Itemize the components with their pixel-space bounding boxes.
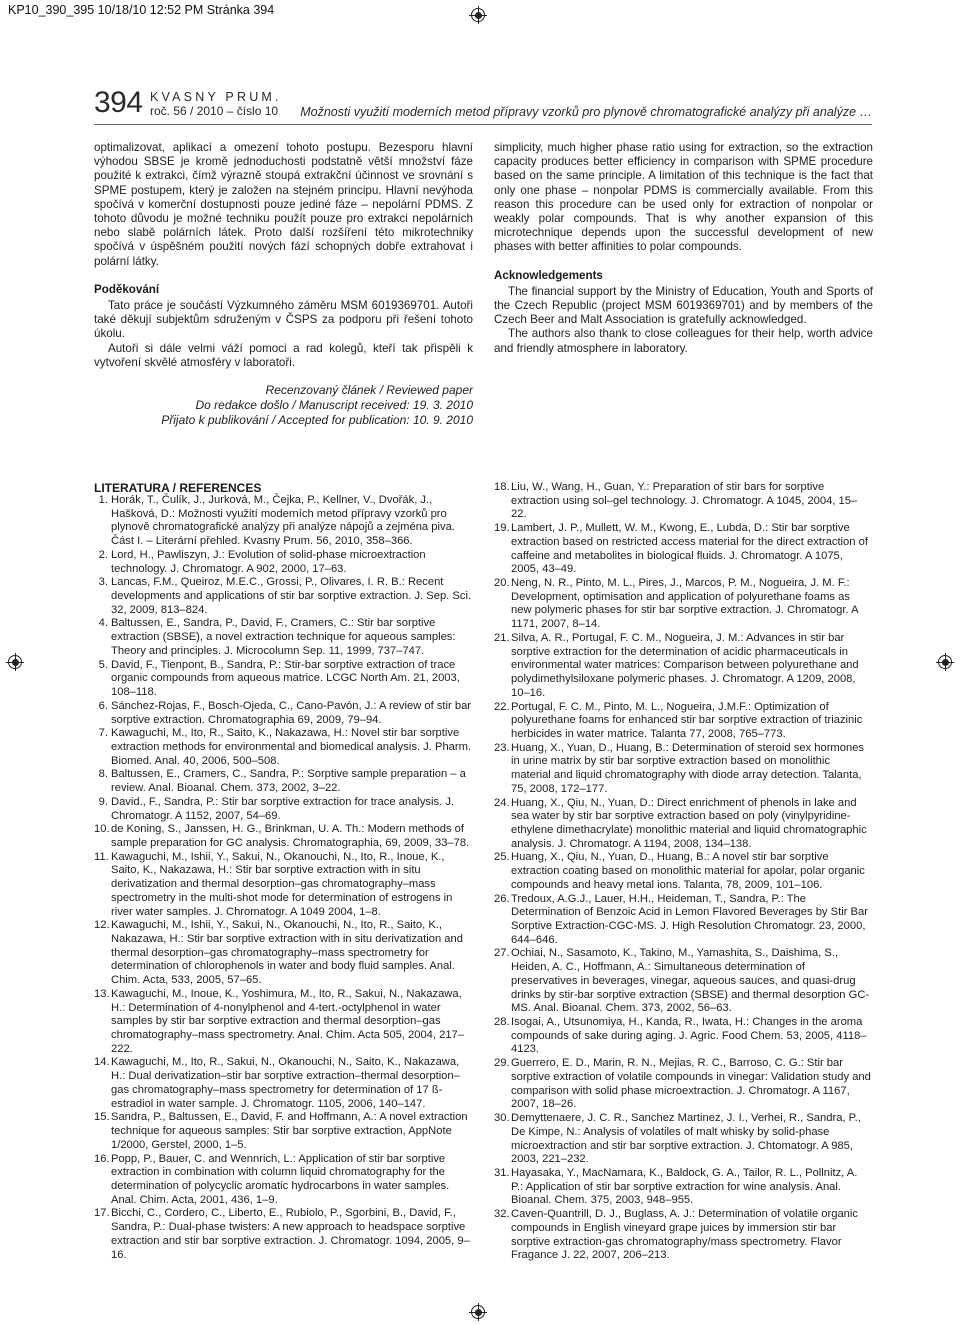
journal-issue: roč. 56 / 2010 – číslo 10: [150, 104, 279, 118]
reference-number: 2.: [98, 548, 108, 561]
acknowledgements-paragraph: Autoři si dále velmi váží pomoci a rad kolegů, kteří tak přispěli k vytvoření skvělé atmosféry v laboratoři.: [94, 341, 473, 369]
reference-item: [494, 851, 872, 892]
reference-number: 24.: [494, 796, 510, 809]
references-heading: LITERATURA / REFERENCES: [94, 481, 262, 495]
acknowledgements-heading-english: Acknowledgements: [494, 268, 603, 282]
reference-item: [94, 1207, 473, 1262]
reference-number: 28.: [494, 1016, 510, 1029]
reference-number: 27.: [494, 947, 510, 960]
reference-item: [494, 1208, 872, 1263]
reference-text: Silva, A. R., Portugal, F. C. M., Nogueira, J. M.: Advances in stir bar sorptive extraction for the determination of acidic pharmaceuticals in environmental water matrices: Comparison between polyurethane and polydimethylsiloxane polymeric phases. J. Chromatogr. A 1209, 2008, 10–16.: [511, 631, 859, 699]
reference-text: Kawaguchi, M., Ito, R., Sakui, N., Okanouchi, N., Saito, K., Nakazawa, H.: Dual derivatization–stir bar sorptive extraction–thermal desorption–gas chromatography–mass spectrometry for determination of 17 ß-estradiol in water sample. J. Chromatogr. 1105, 2006, 140–147.: [111, 1056, 460, 1110]
reference-text: Bicchi, C., Cordero, C., Liberto, E., Rubiolo, P., Sgorbini, B., David, F., Sandra, P.: Dual-phase twisters: A new approach to headspace sorptive extraction and stir bar sorptive extraction. J. Chromatogr. 1094, 2005, 9–16.: [111, 1207, 470, 1261]
reference-number: 20.: [494, 577, 510, 590]
reference-item: [494, 1167, 872, 1208]
reference-number: 6.: [98, 699, 108, 712]
registration-mark-icon: [936, 653, 954, 671]
reference-number: 10.: [94, 823, 110, 836]
reference-item: [94, 1153, 473, 1208]
reference-number: 17.: [94, 1207, 110, 1220]
reference-text: Lancas, F.M., Queiroz, M.E.C., Grossi, P., Olivares, I. R. B.: Recent developments and applications of stir bar sorptive extraction. J. Sep. Sci. 32, 2009, 813–824.: [111, 576, 472, 616]
running-title: Možnosti využití moderních metod přípravy vzorků pro plynově chromatografické analýzy při analýze …: [300, 105, 872, 119]
reference-item: [494, 893, 872, 948]
reference-text: Hayasaka, Y., MacNamara, K., Baldock, G. A., Tailor, R. L., Pollnitz, A. P.: Application of stir bar sorptive extraction for wine analysis. Anal. Bioanal. Chem. 375, 2003, 948–955.: [511, 1166, 858, 1207]
registration-mark-icon: [469, 1303, 487, 1321]
reference-text: David, F., Tienpont, B., Sandra, P.: Stir-bar sorptive extraction of trace organic compounds from aqueous matrice. LCGC North Am. 21, 2003, 108–118.: [111, 658, 460, 699]
reference-text: Sánchez-Rojas, F., Bosch-Ojeda, C., Cano-Pavón, J.: A review of stir bar sorptive extraction. Chromatographia 69, 2009, 79–94.: [111, 699, 472, 726]
reference-item: [494, 522, 872, 577]
reference-number: 31.: [494, 1166, 510, 1179]
reference-number: 32.: [494, 1208, 510, 1221]
reference-item: [494, 481, 872, 522]
reference-item: [94, 919, 473, 988]
registration-mark-icon: [469, 6, 487, 24]
reference-item: [494, 1112, 872, 1167]
acknowledgements-paragraph: The authors also thank to close colleagues for their help, worth advice and friendly atmosphere in laboratory.: [494, 327, 873, 355]
reference-number: 21.: [494, 631, 510, 644]
reference-item: [94, 823, 473, 850]
reference-text: Horák, T., Čulík, J., Jurková, M., Čejka, P., Kellner, V., Dvořák, J., Hašková, D.: Možnosti využití moderních metod přípravy vzorků pro plynově chromatografické analýzy při analýze nápojů a zejména piva. Část I. – Literární přehled. Kvasny Prum. 56, 2010, 358–366.: [111, 494, 455, 548]
reference-text: Demyttenaere, J. C. R., Sanchez Martinez, J. I., Verhei, R., Sandra, P., De Kimpe, N.: Analysis of volatiles of malt whisky by solid-phase microextraction and stir bar sorptive extraction. J. Chtomatogr. A 985, 2003, 221–232.: [511, 1112, 861, 1166]
reference-item: [494, 797, 872, 852]
reference-text: Lambert, J. P., Mullett, W. M., Kwong, E., Lubda, D.: Stir bar sorptive extraction based on restricted access material for the direct extraction of caffeine and metabolites in biological fluids. J. Chromatogr. A 1075, 2005, 43–49.: [511, 522, 868, 576]
reference-item: [94, 988, 473, 1057]
reference-text: Tredoux, A.G.J., Lauer, H.H., Heideman, T., Sandra, P.: The Determination of Benzoic Acid in Lemon Flavored Beverages by Stir Bar Sorptive Extraction-CGC-MS. J. High Resolution Chromatogr. 23, 2000, 644–646.: [511, 892, 868, 946]
reference-number: 25.: [494, 851, 510, 864]
reference-number: 19.: [494, 522, 510, 535]
body-paragraph: simplicity, much higher phase ratio using for extraction, so the extraction capacity produces better efficiency in comparison with SPME procedure based on the same principle. A limitation of this technique is the fact that only one phase – nonpolar PDMS is commercially available. From this reason this procedure can be used only for extraction of nonpolar or weakly polar compounds. That is why another expansion of this microtechnique depends upon the successful development of new phases with better affinities to polar compounds.: [494, 141, 873, 254]
acknowledgements-heading-czech: Poděkování: [94, 282, 160, 296]
reference-item: [94, 617, 473, 658]
reference-text: Guerrero, E. D., Marin, R. N., Mejias, R. C., Barroso, C. G.: Stir bar sorptive extraction of volatile compounds in vinegar: Validation study and comparison with solid phase microextraction. J. Chromatogr. A 1167, 2007, 18–26.: [511, 1057, 871, 1111]
reference-item: [494, 1016, 872, 1057]
reference-number: 5.: [98, 658, 108, 671]
reference-number: 13.: [94, 987, 110, 1000]
page-number: 394: [94, 86, 143, 119]
reference-text: Huang, X., Qiu, N., Yuan, D.: Direct enrichment of phenols in lake and sea water by stir bar sorptive extraction based on poly (vinylpyridine-ethylene dimethacrylate) monolithic material and liquid chromatographic analysis. J. Chromatogr. A 1194, 2008, 134–138.: [511, 796, 867, 850]
acknowledgements-paragraph: The financial support by the Ministry of Education, Youth and Sports of the Czech Republic (project MSM 6019369701) and by members of the Czech Beer and Malt Association is gratefully acknowledged.: [494, 284, 873, 327]
reference-number: 30.: [494, 1112, 510, 1125]
reference-text: Huang, X., Yuan, D., Huang, B.: Determination of steroid sex hormones in urine matrix by stir bar sorptive extraction based on monolithic material and liquid chromatography with diode array detection. Talanta, 75, 2008, 172–177.: [511, 741, 865, 795]
reference-list-right: [494, 481, 872, 1263]
reference-number: 8.: [98, 768, 108, 781]
reference-text: Portugal, F. C. M., Pinto, M. L., Nogueira, J.M.F.: Optimization of polyurethane foams for enhanced stir bar sorptive extraction of triazinic herbicides in water matrice. Talanta 77, 2008, 765–773.: [511, 700, 863, 740]
reference-text: Lord, H., Pawliszyn, J.: Evolution of solid-phase microextraction technology. J. Chromatogr. A 902, 2000, 17–63.: [111, 548, 426, 575]
reference-text: Popp, P., Bauer, C. and Wennrich, L.: Application of stir bar sorptive extraction in combination with column liquid chromatography for the determination of polycyclic aromatic hydrocarbons in water samples. Anal. Chim. Acta, 2001, 436, 1–9.: [111, 1152, 450, 1206]
reference-item: [94, 700, 473, 727]
reference-number: 1.: [98, 494, 108, 506]
received-date: Do redakce došlo / Manuscript received: 19. 3. 2010: [195, 397, 473, 412]
reference-item: [494, 1057, 872, 1112]
reference-item: [94, 851, 473, 920]
reference-text: de Koning, S., Janssen, H. G., Brinkman, U. A. Th.: Modern methods of sample preparation for GC analysis. Chromatographia, 69, 2009, 33–78.: [111, 823, 470, 849]
reference-text: Caven-Quantrill, D. J., Buglass, A. J.: Determination of volatile organic compounds in English vineyard grape juices by immersion stir bar sorptive extraction-gas chromatography/mass spectrometry. Flavor Fragance J. 22, 2007, 206–213.: [511, 1208, 858, 1262]
reference-text: Huang, X., Qiu, N., Yuan, D., Huang, B.: A novel stir bar sorptive extraction coating based on monolithic material for apolar, polar organic compounds and heavy metal ions. Talanta, 78, 2009, 101–106.: [511, 851, 865, 891]
reference-number: 15.: [94, 1111, 110, 1124]
reference-number: 29.: [494, 1057, 510, 1070]
reference-item: [494, 947, 872, 1016]
reference-number: 4.: [98, 617, 108, 630]
reference-item: [494, 742, 872, 797]
reference-item: [94, 1056, 473, 1111]
reference-item: [94, 727, 473, 768]
reference-item: [94, 494, 473, 549]
reference-list-left: [94, 494, 473, 1262]
reference-number: 18.: [494, 481, 510, 493]
reference-text: Isogai, A., Utsunomiya, H., Kanda, R., Iwata, H.: Changes in the aroma compounds of sake during aging. J. Agric. Food Chem. 53, 2005, 4118–4123.: [511, 1016, 867, 1056]
body-paragraph: optimalizovat, aplikací a omezení tohoto postupu. Bezesporu hlavní výhodou SBSE je kromě jednoduchosti podstatně větší množství fáze použité k extrakci, čímž výrazně stoupá extrakční účinnost ve srovnání s SPME postupem, který je založen na stejném principu. Hlavní nevýhoda spočívá v komerční dostupnosti pouze jediné fáze – nepolární PDMS. Z tohoto důvodu je možné techniku použít pouze pro extrakci nepolárních nebo slabě polárních látek. Proto další rozšíření této mikrotechniky spočívá v úspěšném použití nových fází schopných dobře extrahovat i polární látky.: [94, 141, 473, 268]
reference-number: 16.: [94, 1152, 110, 1165]
reference-item: [94, 1111, 473, 1152]
reference-number: 3.: [98, 576, 108, 589]
accepted-date: Přijato k publikování / Accepted for publication: 10. 9. 2010: [161, 412, 473, 427]
reference-number: 7.: [98, 727, 108, 740]
print-slug: KP10_390_395 10/18/10 12:52 PM Stránka 394: [8, 3, 275, 17]
reference-text: Sandra, P., Baltussen, E., David, F. and Hoffmann, A.: A novel extraction technique for aqueous samples: Stir bar sorptive extraction, AppNote 1/2000, Gerstel, 2000, 1–5.: [111, 1111, 468, 1151]
reference-number: 22.: [494, 700, 510, 713]
header-rule: [94, 124, 872, 125]
journal-name: KVASNY PRUM.: [150, 90, 282, 104]
reference-item: [94, 549, 473, 576]
reference-number: 23.: [494, 741, 510, 754]
reference-text: Ochiai, N., Sasamoto, K., Takino, M., Yamashita, S., Daishima, S., Heiden, A. C., Hoffmann, A.: Simultaneous determination of preservatives in beverages, vinegar, aqueous sauces, and quasi-drug drinks by stir-bar sorptive extraction (SBSE) and thermal desorption GC-MS. Anal. Bioanal. Chem. 373, 2002, 56–63.: [511, 947, 870, 1015]
review-status: Recenzovaný článek / Reviewed paper: [265, 383, 473, 397]
reference-text: Neng, N. R., Pinto, M. L., Pires, J., Marcos, P. M., Nogueira, J. M. F.: Development, optimisation and application of polyurethane foams as new polymeric phases for stir bar sorptive extraction. J. Chromatogr. A 1171, 2007, 8–14.: [511, 577, 858, 631]
reference-number: 14.: [94, 1056, 110, 1069]
reference-item: [494, 632, 872, 701]
reference-item: [94, 796, 473, 823]
review-info: [94, 383, 473, 427]
reference-item: [94, 576, 473, 617]
reference-text: Baltussen, E., Cramers, C., Sandra, P.: Sorptive sample preparation – a review. Anal. Bioanal. Chem. 373, 2002, 3–22.: [111, 768, 466, 795]
page-header: [94, 87, 872, 123]
reference-number: 26.: [494, 892, 510, 905]
reference-number: 12.: [94, 919, 110, 932]
reference-item: [94, 768, 473, 795]
reference-text: David., F., Sandra, P.: Stir bar sorptive extraction for trace analysis. J. Chromatogr. A 1152, 2007, 54–69.: [111, 795, 455, 822]
reference-text: Kawaguchi, M., Ishii, Y., Sakui, N., Okanouchi, N., Ito, R., Saito, K., Nakazawa, H.: Stir bar sorptive extraction with in situ derivatization and thermal desorption–gas chromatography–mass spectrometry for determination of chlorophenols in water and body fluid samples. Anal. Chim. Acta, 533, 2005, 57–65.: [111, 919, 463, 987]
body-column-czech: [94, 141, 473, 370]
registration-mark-icon: [6, 653, 24, 671]
reference-number: 11.: [94, 850, 109, 863]
reference-text: Kawaguchi, M., Ito, R., Saito, K., Nakazawa, H.: Novel stir bar sorptive extraction methods for environmental and biomedical analysis. J. Pharm. Biomed. Anal. 40, 2006, 500–508.: [111, 727, 472, 767]
reference-text: Baltussen, E., Sandra, P., David, F., Cramers, C.: Stir bar sorptive extraction (SBSE), a novel extraction technique for aqueous samples: Theory and principles. J. Microcolumn Sep. 11, 1999, 737–747.: [111, 617, 456, 657]
reference-text: Kawaguchi, M., Inoue, K., Yoshimura, M., Ito, R., Sakui, N., Nakazawa, H.: Determination of 4-nonylphenol and 4-tert.-octylphenol in water samples by stir bar sorptive extraction and thermal desorption–gas chromatography–mass spectrometry. Anal. Chim. Acta 505, 2004, 217–222.: [111, 987, 465, 1055]
body-column-english: [494, 141, 873, 356]
reference-item: [494, 701, 872, 742]
reference-text: Kawaguchi, M., Ishii, Y., Sakui, N., Okanouchi, N., Ito, R., Inoue, K., Saito, K., Nakazawa, H.: Stir bar sorptive extraction with in situ derivatization and thermal desorption–gas chromatography–mass spectrometry in the multi-shot mode for determination of estrogens in river water samples. J. Chromatogr. A 1049 2004, 1–8.: [111, 850, 453, 918]
reference-number: 9.: [98, 795, 108, 808]
acknowledgements-paragraph: Tato práce je součástí Výzkumného záměru MSM 6019369701. Autoři také děkují subjektům sdruženým v ČSPS za podporu při řešení tohoto úkolu.: [94, 299, 473, 341]
reference-item: [94, 659, 473, 700]
reference-item: [494, 577, 872, 632]
reference-text: Liu, W., Wang, H., Guan, Y.: Preparation of stir bars for sorptive extraction using sol–gel technology. J. Chromatogr. A 1045, 2004, 15–22.: [511, 481, 858, 521]
